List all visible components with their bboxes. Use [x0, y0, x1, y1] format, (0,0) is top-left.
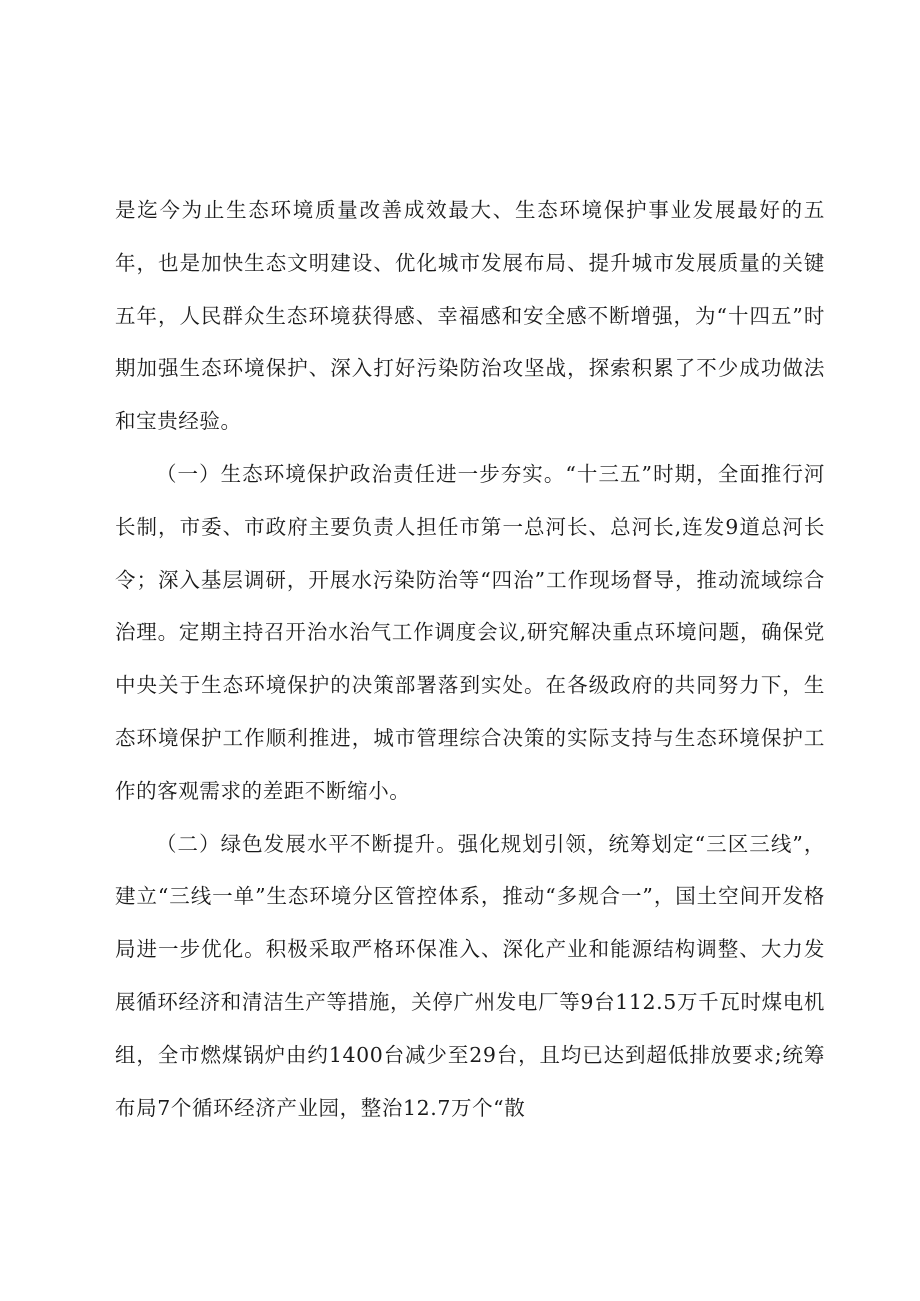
document-body: [115, 184, 825, 1134]
paragraph-political-responsibility: （一）生态环境保护政治责任进一步夯实。“十三五”时期，全面推行河长制，市委、市政府主要负责人担任市第一总河长、总河长,连发9道总河长令；深入基层调研，开展水污染防治等“四治”工作现场督导，推动流域综合治理。定期主持召开治水治气工作调度会议,研究解决重点环境问题，确保党中央关于生态环境保护的决策部署落到实处。在各级政府的共同努力下，生态环境保护工作顺利推进，城市管理综合决策的实际支持与生态环境保护工作的客观需求的差距不断缩小。: [115, 461, 825, 803]
paragraph-intro-continuation: 是迄今为止生态环境质量改善成效最大、生态环境保护事业发展最好的五年，也是加快生态文明建设、优化城市发展布局、提升城市发展质量的关键五年，人民群众生态环境获得感、幸福感和安全感不断增强，为“十四五”时期加强生态环境保护、深入打好污染防治攻坚战，探索积累了不少成功做法和宝贵经验。: [115, 198, 825, 434]
paragraph-green-development: （二）绿色发展水平不断提升。强化规划引领，统筹划定“三区三线”，建立“三线一单”生态环境分区管控体系，推动“多规合一”，国土空间开发格局进一步优化。积极采取严格环保准入、深化产业和能源结构调整、大力发展循环经济和清洁生产等措施，关停广州发电厂等9台112.5万千瓦时煤电机组，全市燃煤锅炉由约1400台减少至29台，且均已达到超低排放要求;统筹布局7个循环经济产业园，整治12.7万个“散: [115, 831, 825, 1120]
